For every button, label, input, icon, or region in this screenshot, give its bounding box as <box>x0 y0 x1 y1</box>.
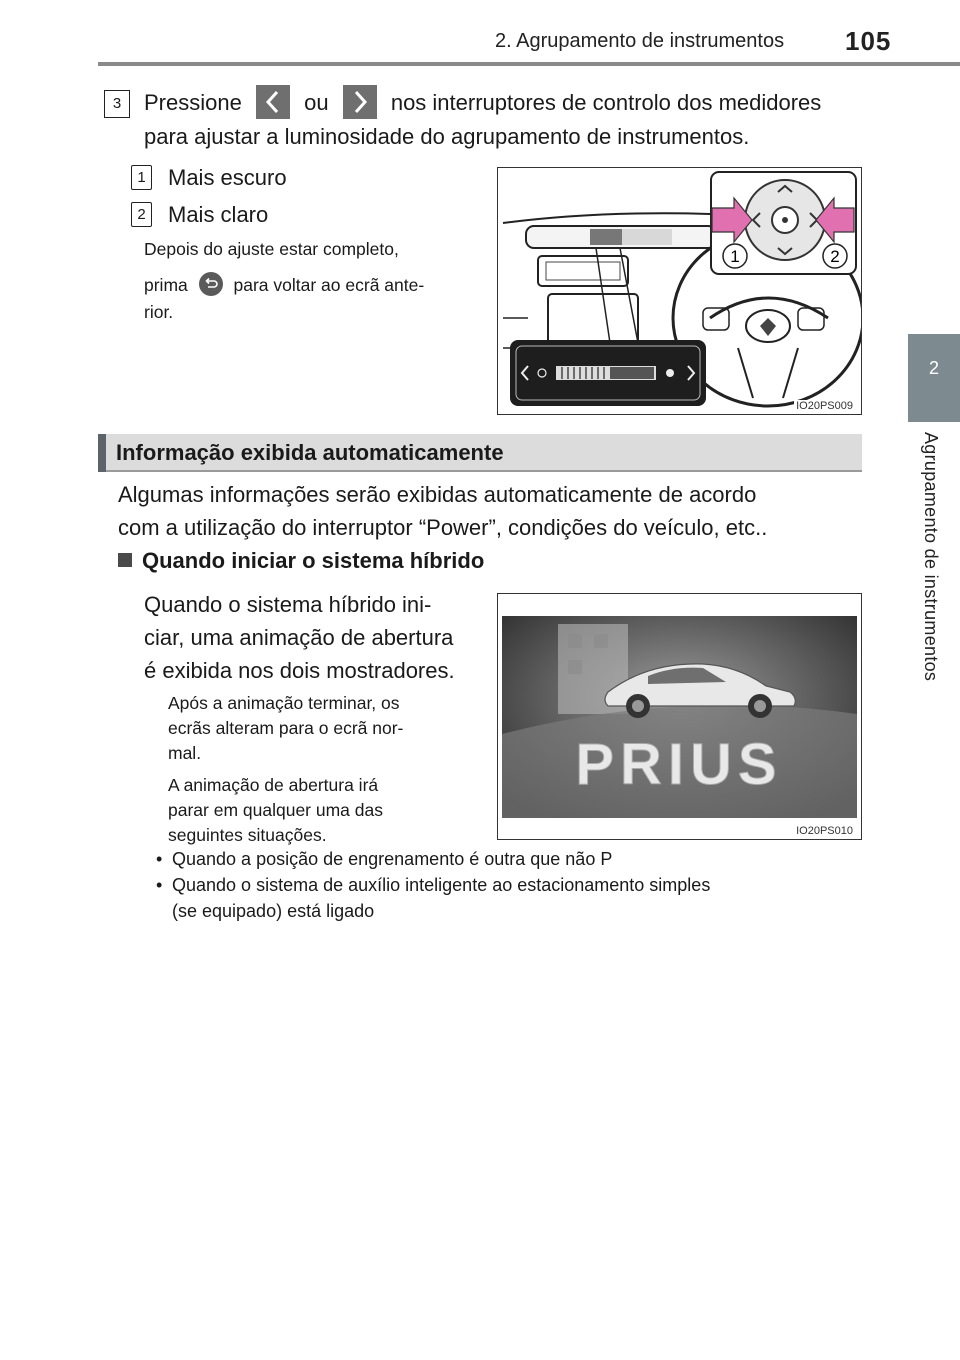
callout-1: 1 <box>730 247 740 266</box>
note-after-adjust-line2: prima para voltar ao ecrã ante- <box>144 272 478 299</box>
dashboard-illustration <box>498 168 861 414</box>
section-header-bar <box>98 434 862 472</box>
section-title: Informação exibida automaticamente <box>116 440 504 465</box>
item-label-lighter: Mais claro <box>168 202 269 227</box>
chapter-number: 2 <box>928 358 939 378</box>
chevron-left-icon <box>256 85 290 119</box>
step-text-rest: nos interruptores de controlo dos medidores <box>390 90 822 115</box>
step-text-ou: ou <box>304 90 329 115</box>
bullet-parking-assist-cont: (se equipado) está ligado <box>172 901 375 921</box>
chapter-side-tab <box>908 66 960 1360</box>
note-after-adjust-line3: rior. <box>144 302 174 322</box>
item-badge-1: 1 <box>131 165 152 190</box>
figure-id-1: IO20PS009 <box>796 400 853 412</box>
prius-logo: PRIUS <box>575 732 783 797</box>
item-badge-2: 2 <box>131 202 152 227</box>
subheading-hybrid-start: Quando iniciar o sistema híbrido <box>118 548 484 574</box>
hybrid-para-line1: Quando o sistema híbrido ini- <box>144 592 432 617</box>
figure-id-2: IO20PS010 <box>796 825 853 837</box>
page-number: 105 <box>845 26 892 56</box>
running-header-section: 2. Agrupamento de instrumentos <box>495 30 785 52</box>
hybrid-para-line2: ciar, uma animação de abertura <box>144 625 454 650</box>
bullet-gear-position: • Quando a posição de engrenamento é outra que não P <box>156 849 613 869</box>
step-instruction-line2: para ajustar a luminosidade do agrupamento de instrumentos. <box>144 124 750 149</box>
back-button-icon <box>199 272 223 296</box>
note-animation-end-line2: ecrãs alteram para o ecrã nor- <box>168 718 404 738</box>
bullet-parking-assist: • Quando o sistema de auxílio inteligente ao estacionamento simples <box>156 875 711 895</box>
note-animation-end-line1: Após a animação terminar, os <box>168 693 400 713</box>
header-rule <box>98 62 960 66</box>
step-number: 3 <box>104 90 130 118</box>
note-animation-stop-line1: A animação de abertura irá <box>168 775 379 795</box>
callout-2: 2 <box>830 247 840 266</box>
note-animation-stop-line2: parar em qualquer uma das <box>168 800 383 820</box>
note-animation-stop-line3: seguintes situações. <box>168 825 327 845</box>
opening-animation-illustration <box>498 594 861 839</box>
note-after-adjust-line1: Depois do ajuste estar completo, <box>144 239 399 259</box>
step-instruction-line1 <box>144 86 858 121</box>
section-intro-line1: Algumas informações serão exibidas automaticamente de acordo <box>118 482 757 507</box>
section-intro-line2: com a utilização do interruptor “Power”, condições do veículo, etc.. <box>118 515 768 540</box>
square-bullet-icon <box>118 553 132 567</box>
chevron-right-icon <box>343 85 377 119</box>
note-animation-end-line3: mal. <box>168 743 202 763</box>
figure-dashboard-brightness <box>497 167 862 415</box>
chapter-title: Agrupamento de instrumentos <box>921 432 941 682</box>
hybrid-para-line3: é exibida nos dois mostradores. <box>144 658 455 683</box>
item-label-darker: Mais escuro <box>168 165 287 190</box>
step-text-pressione: Pressione <box>144 90 242 115</box>
figure-opening-animation <box>497 593 862 840</box>
